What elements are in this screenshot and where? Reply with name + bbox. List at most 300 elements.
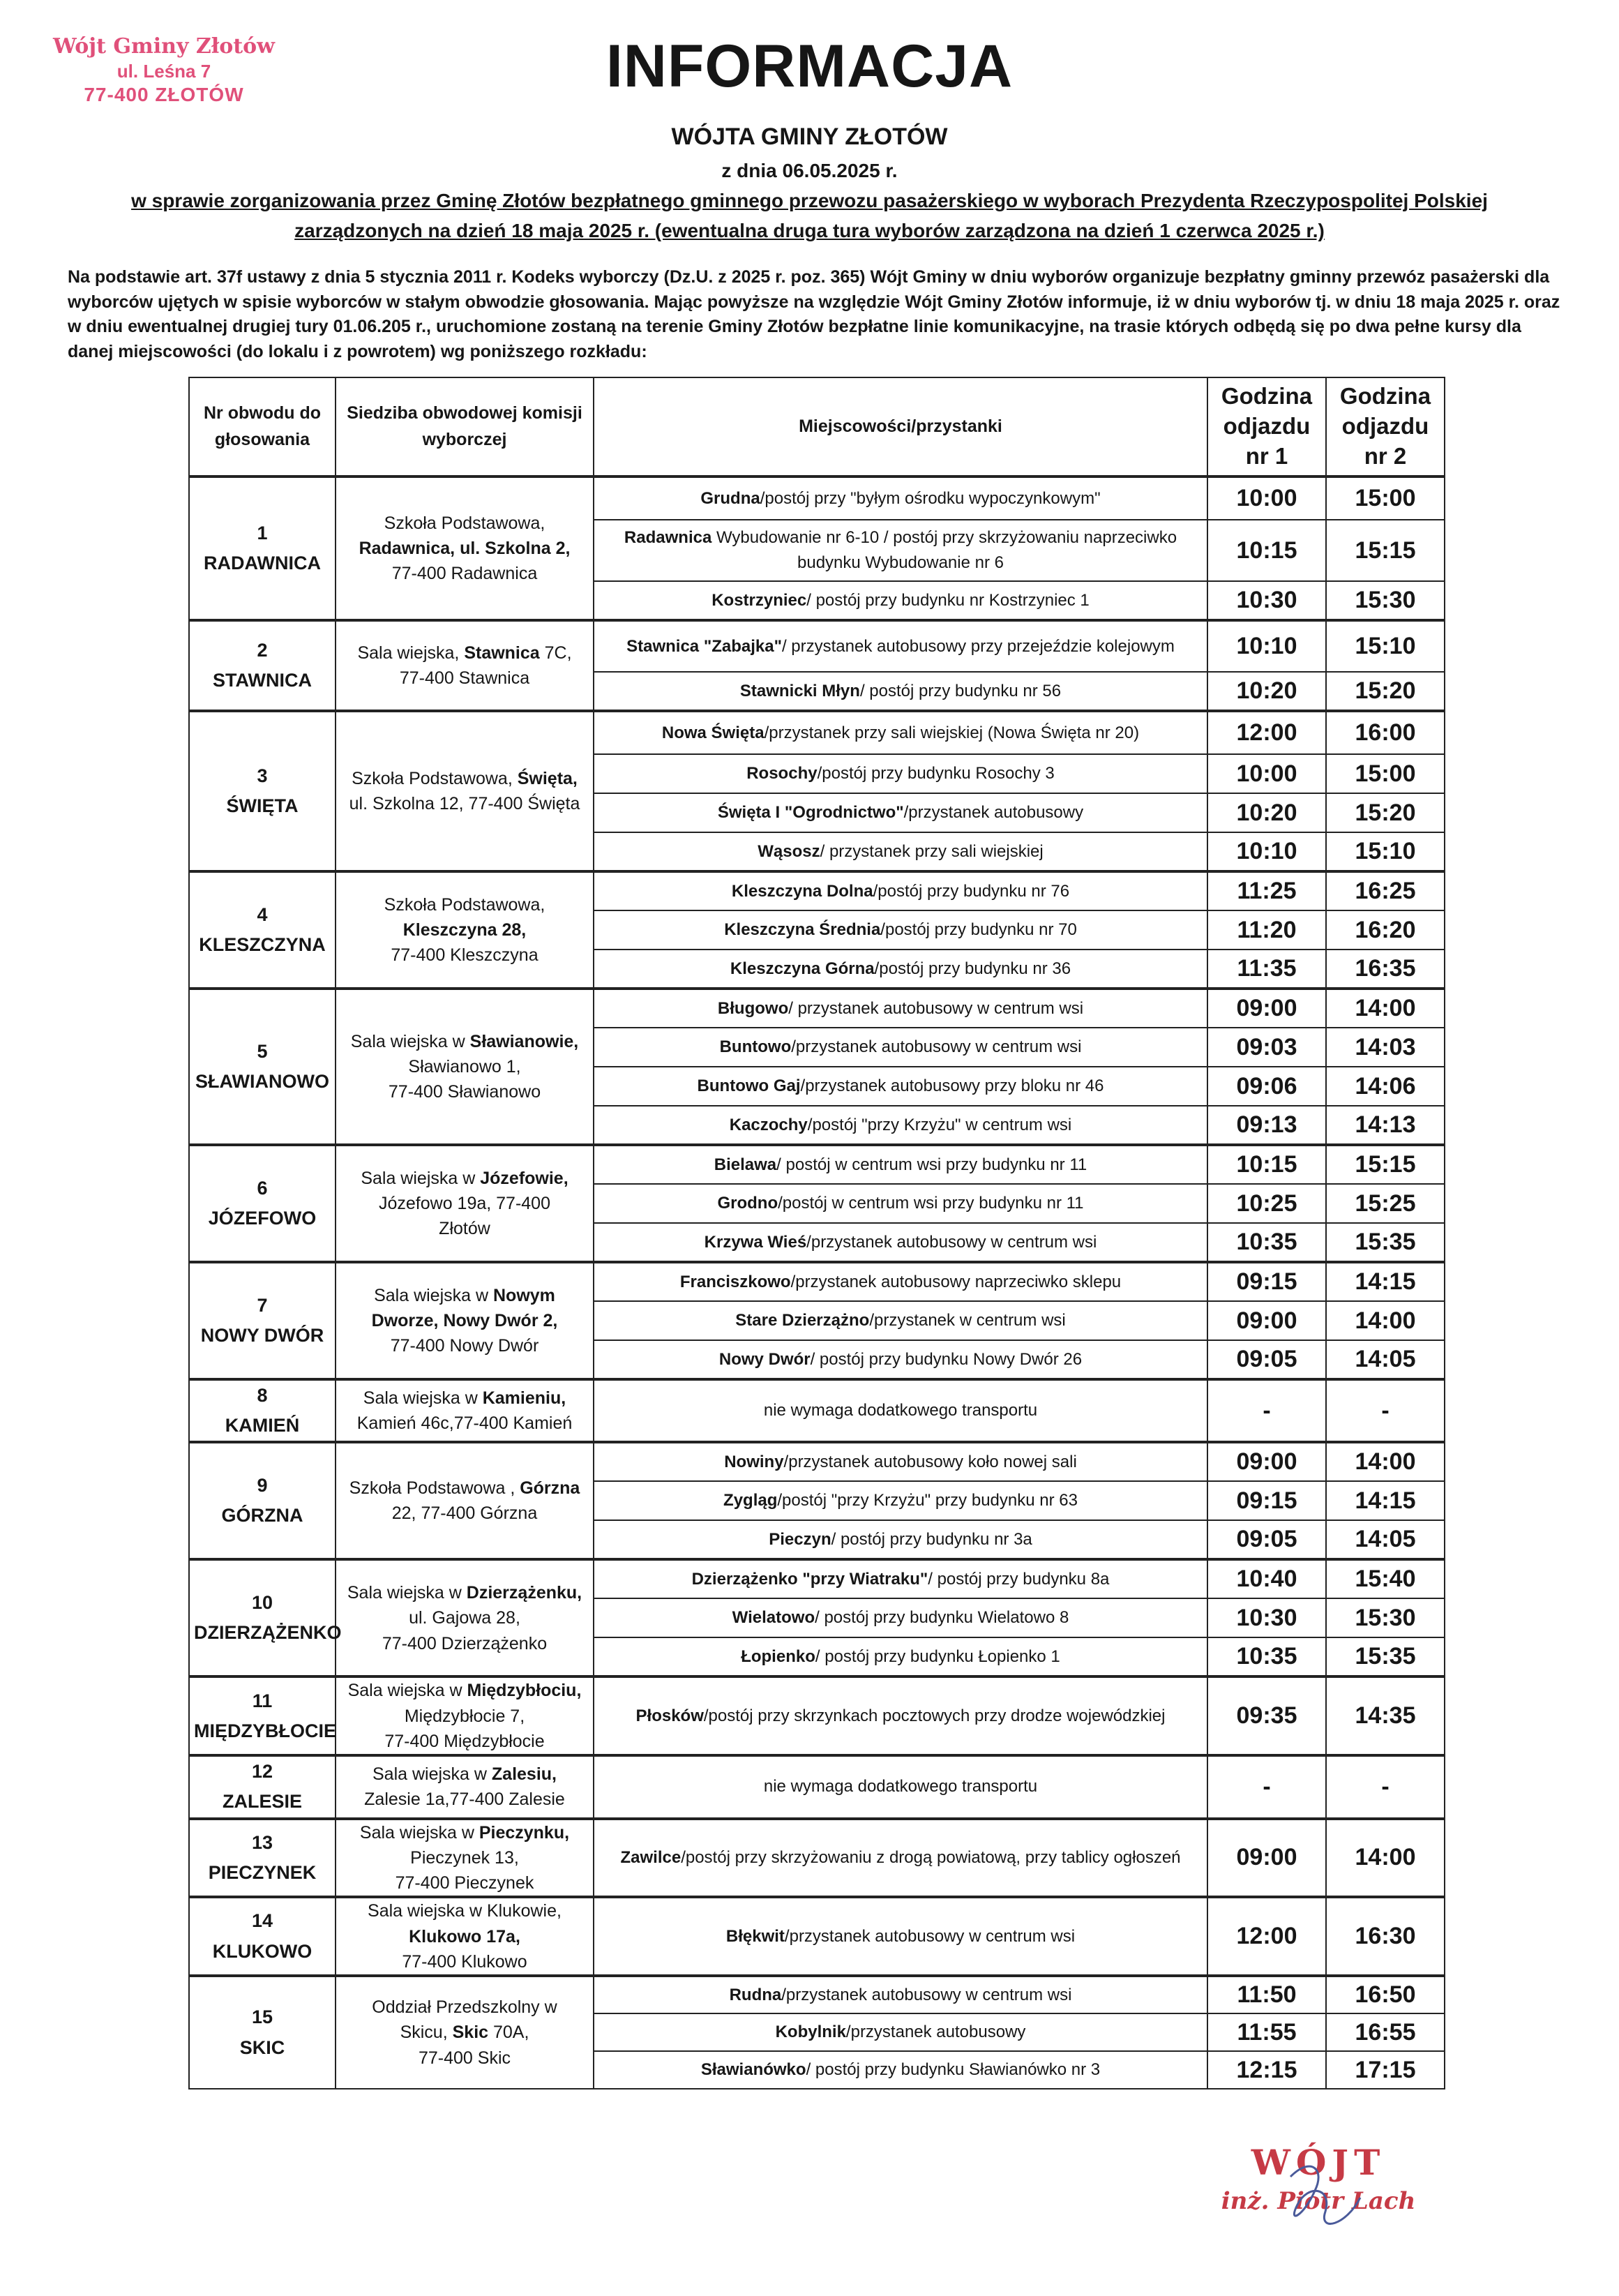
stop-description: / przystanek autobusowy w centrum wsi [788, 998, 1084, 1018]
seat-text: Zalesie 1a,77-400 Zalesie [364, 1789, 565, 1810]
seat-text: Dworze [371, 1310, 434, 1330]
stop-description: /postój przy skrzyżowaniu z drogą powiatową, przy tablicy ogłoszeń [681, 1847, 1181, 1867]
stop-village: Kleszczyna Średnia [724, 920, 881, 939]
stop-village: Dzierzążenko "przy Wiatraku" [691, 1569, 928, 1589]
stop-description: Wybudowanie nr 6-10 / postój przy skrzyżowaniu naprzeciwko budynku Wybudowanie nr 6 [711, 528, 1177, 572]
stop-cell [594, 1379, 1207, 1442]
district-name: MIĘDZYBŁOCIE [194, 1720, 337, 1741]
stop-cell [594, 1520, 1207, 1559]
seat-line [340, 1029, 589, 1054]
seat-line [340, 1995, 589, 2020]
seat-line [340, 1580, 589, 1605]
departure-time-2: 15:20 [1326, 793, 1445, 832]
departure-time-2: 14:15 [1326, 1262, 1445, 1301]
seat-text: Sala wiejska w [347, 1681, 467, 1701]
table-row [189, 1559, 1445, 1598]
stop-description: /postój w centrum wsi przy budynku nr 11 [778, 1194, 1084, 1213]
stop-village: Kleszczyna Dolna [731, 881, 873, 901]
departure-time-1: 10:20 [1207, 672, 1326, 711]
seat-line [340, 536, 589, 561]
district-number: 8 [257, 1385, 268, 1406]
departure-time-1: 11:20 [1207, 910, 1326, 950]
commission-seat-cell [336, 711, 594, 871]
stamp-line-3: 77-400 ZŁOTÓW [84, 84, 244, 105]
seat-text: 77-400 Stawnica [399, 668, 530, 688]
seat-line [340, 1845, 589, 1870]
signature-title: WÓJT [1251, 2142, 1386, 2183]
departure-time-2: 14:05 [1326, 1520, 1445, 1559]
stop-description: /przystanek autobusowy [845, 2023, 1026, 2041]
header-subject-line-2: zarządzonych na dzień 18 maja 2025 r. (ewentualna druga tura wyborów zarządzona na dzień 1 czerwca 2025 r.) [294, 220, 1325, 242]
departure-time-2: 15:20 [1326, 672, 1445, 711]
stop-description: /postój przy budynku nr 70 [880, 920, 1077, 939]
stop-description: / przystanek autobusowy przy przejeździe kolejowym [781, 636, 1175, 656]
departure-time-2: 15:40 [1326, 1559, 1445, 1598]
seat-line [340, 1762, 589, 1787]
commission-seat-cell [336, 1976, 594, 2089]
district-number: 14 [251, 1910, 273, 1932]
stop-village: Zygląg [723, 1491, 778, 1510]
seat-text: Międzybłociu, [467, 1681, 582, 1701]
header-time-1: Godzina odjazdu nr 1 [1207, 377, 1326, 477]
departure-time-2: 15:30 [1326, 1598, 1445, 1637]
commission-seat-cell [336, 1819, 594, 1898]
schedule-body [189, 477, 1445, 2089]
seat-text: 77-400 Międzybłocie [384, 1731, 545, 1751]
seat-text: , ul. Szkolna 2, [450, 538, 571, 558]
stop-description: / postój przy budynku nr 3a [831, 1529, 1032, 1549]
stop-cell [594, 711, 1207, 754]
stop-village: Stawnica "Zabajka" [626, 636, 782, 656]
stop-cell [594, 1755, 1207, 1818]
stamp-line-2: ul. Leśna 7 [116, 60, 211, 82]
seat-line [340, 1870, 589, 1896]
departure-time-1: 12:15 [1207, 2051, 1326, 2089]
signature-block [1158, 2142, 1479, 2215]
seat-text: 77-400 Nowy Dwór [390, 1336, 539, 1356]
departure-time-1: 09:00 [1207, 1301, 1326, 1340]
stop-cell [594, 1976, 1207, 2013]
seat-text: Pieczynku, [479, 1822, 570, 1843]
district-name: ZALESIE [222, 1791, 302, 1813]
district-cell [189, 1819, 336, 1898]
stop-description: /przystanek autobusowy w centrum wsi [806, 1232, 1097, 1252]
departure-time-2: 15:25 [1326, 1184, 1445, 1223]
departure-time-2: 16:00 [1326, 711, 1445, 754]
seat-line [340, 640, 589, 666]
seat-text: 28, [497, 920, 527, 940]
departure-time-2: - [1326, 1379, 1445, 1442]
seat-line [340, 1283, 589, 1308]
seat-text: 77-400 Radawnica [391, 564, 538, 584]
stop-description: / postój w centrum wsi przy budynku nr 11 [776, 1155, 1087, 1174]
stop-cell [594, 581, 1207, 620]
departure-time-1: 09:00 [1207, 1819, 1326, 1898]
stop-cell [594, 1262, 1207, 1301]
seat-text: Dzierzążenku, [466, 1583, 582, 1603]
seat-text: 77-400 Kleszczyna [391, 945, 539, 966]
stop-cell [594, 910, 1207, 950]
district-cell [189, 1379, 336, 1442]
departure-time-1: 10:10 [1207, 620, 1326, 672]
departure-time-2: 15:15 [1326, 520, 1445, 581]
stop-village: Buntowo Gaj [697, 1076, 801, 1095]
district-number: 10 [251, 1592, 273, 1614]
seat-line [340, 943, 589, 968]
seat-line [340, 1191, 589, 1216]
district-number: 9 [257, 1475, 268, 1496]
stop-cell [594, 1819, 1207, 1898]
stop-village: Wąsosz [758, 841, 820, 861]
departure-time-1: 10:25 [1207, 1184, 1326, 1223]
stop-cell [594, 1106, 1207, 1145]
district-cell [189, 1676, 336, 1755]
departure-time-2: 14:00 [1326, 989, 1445, 1028]
seat-text: Sala wiejska w [374, 1285, 493, 1305]
stop-cell [594, 1301, 1207, 1340]
departure-time-2: 17:15 [1326, 2051, 1445, 2089]
stop-village: Stawnicki Młyn [739, 681, 860, 700]
seat-text: , Nowy Dwór 2, [433, 1310, 558, 1330]
stop-description: / postój przy budynku Łopienko 1 [815, 1646, 1060, 1666]
seat-text: 77-400 Sławianowo [388, 1082, 541, 1102]
commission-seat-cell [336, 477, 594, 620]
departure-time-2: 16:20 [1326, 910, 1445, 950]
stop-cell [594, 1442, 1207, 1481]
district-number: 7 [257, 1294, 268, 1316]
stop-description: /przystanek w centrum wsi [869, 1311, 1066, 1330]
seat-line [340, 766, 589, 791]
stop-cell [594, 477, 1207, 520]
departure-time-1: 09:03 [1207, 1028, 1326, 1067]
stop-cell [594, 620, 1207, 672]
seat-text: Złotów [439, 1219, 490, 1239]
departure-time-1: 12:00 [1207, 711, 1326, 754]
seat-text: Stawnica [464, 643, 540, 663]
departure-time-1: 09:06 [1207, 1067, 1326, 1106]
district-cell [189, 1897, 336, 1976]
district-number: 2 [257, 639, 268, 661]
departure-time-2: 15:15 [1326, 1145, 1445, 1184]
seat-text: Zalesiu, [491, 1764, 557, 1785]
district-number: 11 [252, 1690, 273, 1711]
stop-village: Kleszczyna Górna [730, 959, 875, 978]
table-row [189, 1819, 1445, 1898]
table-row [189, 1897, 1445, 1976]
seat-text: Nowym [493, 1285, 555, 1305]
stop-description: / przystanek przy sali wiejskiej [820, 841, 1044, 861]
stop-village: Grudna [700, 488, 760, 508]
district-name: KLESZCZYNA [199, 934, 326, 955]
departure-time-2: 14:00 [1326, 1301, 1445, 1340]
table-row [189, 1262, 1445, 1301]
departure-time-2: 14:03 [1326, 1028, 1445, 1067]
stop-village: Sławianówko [700, 2060, 806, 2079]
stop-description: /postój "przy Krzyżu" w centrum wsi [807, 1115, 1072, 1134]
stop-cell [594, 871, 1207, 910]
seat-line [340, 1476, 589, 1501]
seat-line [340, 1787, 589, 1812]
seat-text: 22, 77-400 Górzna [391, 1503, 538, 1524]
table-row [189, 477, 1445, 520]
stop-village: Kobylnik [775, 2023, 846, 2041]
commission-seat-cell [336, 1897, 594, 1976]
stop-village: Płosków [635, 1706, 704, 1725]
header-stops: Miejscowości/przystanki [594, 377, 1207, 477]
table-row [189, 1976, 1445, 2013]
district-name: PIECZYNEK [208, 1861, 317, 1883]
departure-time-1: 10:35 [1207, 1223, 1326, 1262]
stop-description: /postój "przy Krzyżu" przy budynku nr 63 [777, 1491, 1078, 1510]
departure-time-1: 11:25 [1207, 871, 1326, 910]
departure-time-1: 10:15 [1207, 520, 1326, 581]
district-name: SKIC [239, 2036, 285, 2058]
commission-seat-cell [336, 1676, 594, 1755]
departure-time-1: - [1207, 1755, 1326, 1818]
seat-text: Skic [452, 2023, 489, 2043]
district-name: ŚWIĘTA [226, 795, 299, 816]
seat-text: Skicu, [400, 2023, 453, 2043]
departure-time-2: 16:35 [1326, 950, 1445, 989]
departure-time-2: 16:55 [1326, 2013, 1445, 2051]
departure-time-2: 14:06 [1326, 1067, 1445, 1106]
stop-description: / postój przy budynku 8a [928, 1569, 1110, 1589]
seat-line [340, 1054, 589, 1079]
seat-text: Sala wiejska w [361, 1168, 481, 1188]
departure-time-2: 14:00 [1326, 1819, 1445, 1898]
district-cell [189, 1262, 336, 1379]
seat-text: Oddział Przedszkolny w [372, 1997, 557, 2018]
stop-village: Łopienko [741, 1646, 815, 1666]
seat-text: 77-400 Skic [418, 2048, 511, 2068]
table-row [189, 1442, 1445, 1481]
seat-text: Sala wiejska w [350, 1031, 470, 1051]
departure-time-2: 15:30 [1326, 581, 1445, 620]
stop-description: /przystanek autobusowy w centrum wsi [784, 1926, 1076, 1946]
table-row [189, 1145, 1445, 1184]
district-number: 4 [257, 903, 268, 925]
seat-text: Kamieniu, [482, 1388, 566, 1408]
stop-cell [594, 950, 1207, 989]
stop-cell [594, 1028, 1207, 1067]
seat-text: Sala wiejska w [363, 1388, 483, 1408]
stop-cell [594, 1637, 1207, 1676]
departure-time-1: 10:30 [1207, 581, 1326, 620]
seat-text: Międzybłocie 7, [404, 1706, 525, 1726]
stop-village: Rosochy [746, 764, 818, 783]
handwritten-signature [1249, 2149, 1388, 2239]
seat-text: 7C, [539, 643, 572, 663]
district-number: 13 [251, 1831, 273, 1853]
stop-village: Kostrzyniec [711, 590, 807, 610]
stop-village: Radawnica [624, 528, 712, 547]
seat-line [340, 1386, 589, 1411]
district-cell [189, 1976, 336, 2089]
commission-seat-cell [336, 1262, 594, 1379]
seat-text: Sala wiejska, [357, 643, 465, 663]
departure-time-1: 09:13 [1207, 1106, 1326, 1145]
departure-time-2: 15:00 [1326, 477, 1445, 520]
departure-time-1: 10:00 [1207, 477, 1326, 520]
stop-cell [594, 754, 1207, 793]
seat-text: Sławianowo 1, [408, 1056, 521, 1076]
stop-cell [594, 832, 1207, 871]
commission-seat-cell [336, 1145, 594, 1262]
departure-time-2: 15:10 [1326, 620, 1445, 672]
seat-text: Szkoła Podstawowa, [384, 513, 545, 533]
seat-text: Kleszczyna [402, 920, 497, 940]
seat-line [340, 791, 589, 816]
seat-text: Szkoła Podstawowa, [352, 768, 518, 788]
stop-description: / postój przy budynku nr Kostrzyniec 1 [806, 590, 1090, 610]
stop-description: /postój przy budynku nr 76 [873, 881, 1070, 901]
header-seat: Siedziba obwodowej komisji wyborczej [336, 377, 594, 477]
seat-line [340, 1704, 589, 1729]
departure-time-1: 10:20 [1207, 793, 1326, 832]
district-name: NOWY DWÓR [200, 1325, 324, 1346]
stop-cell [594, 2013, 1207, 2051]
seat-text: 77-400 Dzierzążenko [382, 1633, 548, 1653]
seat-line [340, 1678, 589, 1703]
seat-text: Górzna [520, 1478, 580, 1499]
seat-text: 77-400 Pieczynek [395, 1873, 534, 1893]
commission-seat-cell [336, 989, 594, 1145]
commission-seat-cell [336, 871, 594, 989]
stop-cell [594, 1184, 1207, 1223]
seat-text: Sala wiejska w [347, 1583, 467, 1603]
district-number: 12 [251, 1761, 273, 1783]
seat-line [340, 1729, 589, 1754]
seat-text: Klukowo [409, 1926, 482, 1946]
intro-paragraph: Na podstawie art. 37f ustawy z dnia 5 stycznia 2011 r. Kodeks wyborczy (Dz.U. z 2025 r. poz. 365) Wójt Gminy w dniu wyborów organizuje bezpłatny gminny przewóz pasażerski dla wyborców ujętych w spisie wyborców w stałym obwodzie głosowania. Mając powyższe na względzie Wójt Gminy Złotów informuje, iż w dniu wyborów tj. w dniu 18 maja 2025 r. oraz w dniu ewentualnej drugiej tury 01.06.205 r., uruchomione zostaną na terenie Gminy Złotów bezpłatne linie komunikacyjne, na trasie których odbędą się po dwa pełne kursy dla danej miejscowości (do lokalu i z powrotem) wg poniższego rozkładu: [68, 267, 1560, 361]
header-date: z dnia 06.05.2025 r. [721, 159, 898, 181]
document-header [91, 119, 1528, 246]
district-number: 3 [257, 765, 268, 786]
seat-line [340, 1631, 589, 1656]
table-row [189, 620, 1445, 672]
seat-text: Szkoła Podstawowa , [349, 1478, 520, 1499]
district-name: KLUKOWO [212, 1940, 312, 1962]
district-name: STAWNICA [213, 670, 312, 691]
seat-text: Sala wiejska w [359, 1822, 479, 1843]
commission-seat-cell [336, 1755, 594, 1818]
district-cell [189, 620, 336, 711]
stop-description: / postój przy budynku Wielatowo 8 [815, 1608, 1069, 1628]
table-row [189, 1676, 1445, 1755]
district-cell [189, 989, 336, 1145]
seat-line [340, 1949, 589, 1974]
stop-cell [594, 672, 1207, 711]
departure-time-2: 14:35 [1326, 1676, 1445, 1755]
stop-village: Nowa Święta [661, 723, 765, 742]
stop-description: nie wymaga dodatkowego transportu [763, 1401, 1038, 1420]
stop-cell [594, 793, 1207, 832]
seat-text: Szkoła Podstawowa, [384, 894, 545, 915]
departure-time-2: 14:05 [1326, 1340, 1445, 1379]
seat-text: 70A, [488, 2023, 529, 2043]
departure-time-1: 10:35 [1207, 1637, 1326, 1676]
district-cell [189, 1559, 342, 1676]
commission-seat-cell [336, 620, 594, 711]
departure-time-1: 11:35 [1207, 950, 1326, 989]
seat-line [340, 1166, 589, 1191]
header-time-2: Godzina odjazdu nr 2 [1326, 377, 1445, 477]
table-row [189, 1755, 1445, 1818]
stop-cell [594, 989, 1207, 1028]
departure-time-2: 16:30 [1326, 1897, 1445, 1976]
stop-cell [594, 1223, 1207, 1262]
seat-line [340, 1079, 589, 1104]
stamp-line-1: Wójt Gminy Złotów [52, 34, 275, 59]
stop-village: Nowiny [724, 1452, 784, 1471]
departure-time-2: - [1326, 1755, 1445, 1818]
stop-village: Nowy Dwór [718, 1349, 811, 1369]
departure-time-1: 10:10 [1207, 832, 1326, 871]
departure-time-1: 09:05 [1207, 1340, 1326, 1379]
district-name: DZIERZĄŻENKO [194, 1622, 342, 1644]
seat-line [340, 1411, 589, 1436]
signature-name: inż. Piotr Lach [1221, 2187, 1416, 2215]
stop-village: Franciszkowo [679, 1272, 791, 1291]
stop-description: /przystanek autobusowy [903, 803, 1084, 822]
table-row [189, 1379, 1445, 1442]
departure-time-1: - [1207, 1379, 1326, 1442]
departure-time-2: 15:35 [1326, 1223, 1445, 1262]
stop-description: / postój przy budynku nr 56 [859, 681, 1062, 700]
table-header-row [189, 377, 1445, 477]
stop-description: /postój przy budynku nr 36 [874, 959, 1071, 978]
stop-description: / postój przy budynku Sławianówko nr 3 [806, 2060, 1101, 2079]
seat-line [340, 511, 589, 536]
departure-time-2: 14:13 [1326, 1106, 1445, 1145]
seat-line [340, 892, 589, 917]
district-cell [189, 871, 336, 989]
departure-time-2: 15:35 [1326, 1637, 1445, 1676]
commission-seat-cell [336, 1559, 594, 1676]
seat-line [340, 666, 589, 691]
stop-description: / postój przy budynku Nowy Dwór 26 [810, 1349, 1083, 1369]
district-cell [189, 711, 336, 871]
district-cell [189, 1755, 336, 1818]
stop-village: Zawilce [620, 1847, 682, 1867]
stop-village: Stare Dzierzążno [735, 1311, 870, 1330]
stop-description: /postój przy budynku Rosochy 3 [817, 764, 1055, 783]
departure-time-1: 10:15 [1207, 1145, 1326, 1184]
district-name: JÓZEFOWO [208, 1208, 317, 1229]
stop-cell [594, 1559, 1207, 1598]
departure-time-1: 10:40 [1207, 1559, 1326, 1598]
stop-description: /przystanek autobusowy w centrum wsi [791, 1037, 1082, 1056]
district-name: RADAWNICA [204, 553, 321, 573]
district-cell [189, 1145, 336, 1262]
seat-line [340, 561, 589, 586]
stop-cell [594, 1598, 1207, 1637]
stop-village: Krzywa Wieś [704, 1232, 807, 1252]
stop-cell [594, 1340, 1207, 1379]
header-issuer: WÓJTA GMINY ZŁOTÓW [671, 123, 948, 150]
stop-village: Grodno [717, 1194, 778, 1213]
departure-time-1: 11:55 [1207, 2013, 1326, 2051]
stop-village: Kaczochy [729, 1115, 808, 1134]
seat-text: Józefowo 19a, 77-400 [378, 1193, 550, 1213]
seat-line [340, 2046, 589, 2071]
stop-description: /przystanek przy sali wiejskiej (Nowa Święta nr 20) [764, 723, 1140, 742]
district-name: KAMIEŃ [225, 1415, 300, 1436]
seat-text: 17a, [481, 1926, 520, 1946]
stop-cell [594, 1145, 1207, 1184]
stop-village: Buntowo [719, 1037, 792, 1056]
seat-line [340, 1924, 589, 1949]
